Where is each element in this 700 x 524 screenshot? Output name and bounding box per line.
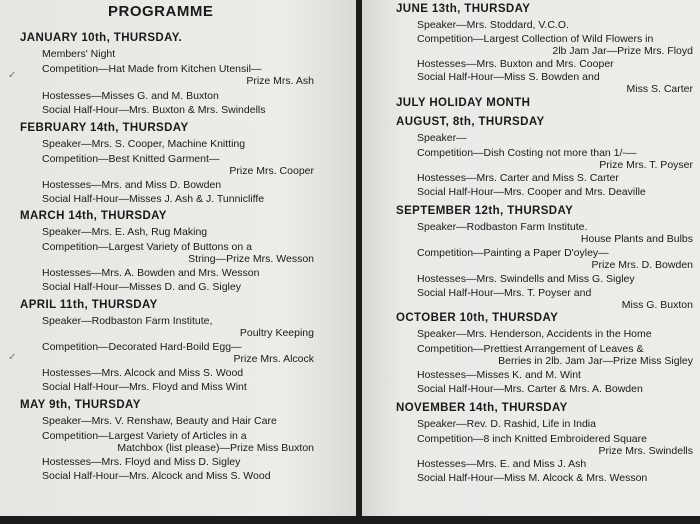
april-speaker-line2: Poultry Keeping: [239, 327, 314, 339]
november-speaker: Speaker—Rev. D. Rashid, Life in India: [417, 418, 596, 430]
september-speaker-line1: Speaker—Rodbaston Farm Institute.: [417, 221, 588, 233]
october-social: Social Half-Hour—Mrs. Carter & Mrs. A. Bowden: [417, 383, 643, 395]
march-heading: MARCH 14th, THURSDAY: [20, 210, 167, 222]
may-heading: MAY 9th, THURSDAY: [20, 399, 141, 411]
pencil-tick-icon: ✓: [8, 352, 17, 363]
february-speaker: Speaker—Mrs. S. Cooper, Machine Knitting: [42, 138, 246, 150]
march-competition-line2: String—Prize Mrs. Wesson: [188, 253, 314, 265]
august-hostesses: Hostesses—Mrs. Carter and Miss S. Carter: [417, 172, 619, 184]
april-competition-line2: Prize Mrs. Alcock: [233, 353, 314, 365]
october-competition: [417, 343, 693, 367]
march-hostesses: Hostesses—Mrs. A. Bowden and Mrs. Wesson: [42, 267, 260, 279]
march-competition-line1: Competition—Largest Variety of Buttons on a: [42, 241, 252, 253]
programme-title: PROGRAMME: [108, 3, 214, 20]
april-speaker-line1: Speaker—Rodbaston Farm Institute,: [42, 315, 213, 327]
november-competition: [417, 433, 693, 457]
september-hostesses: Hostesses—Mrs. Swindells and Miss G. Sigley: [417, 273, 635, 285]
april-heading: APRIL 11th, THURSDAY: [20, 299, 158, 311]
march-social: Social Half-Hour—Misses D. and G. Sigley: [42, 281, 241, 293]
august-competition: [417, 147, 693, 171]
march-competition: [42, 241, 314, 265]
august-competition-line1: Competition—Dish Costing not more than 1/-—: [417, 147, 637, 159]
march-speaker: Speaker—Mrs. E. Ash, Rug Making: [42, 226, 208, 238]
october-competition-line2: Berries in 2lb. Jam Jar—Prize Miss Sigley: [498, 355, 693, 367]
april-speaker: [42, 315, 314, 339]
august-speaker: Speaker—: [417, 132, 467, 144]
november-hostesses: Hostesses—Mrs. E. and Miss J. Ash: [417, 458, 587, 470]
july-heading: JULY HOLIDAY MONTH: [396, 97, 531, 109]
june-competition: [417, 33, 693, 57]
january-competition-line1: Competition—Hat Made from Kitchen Utensil—: [42, 63, 262, 75]
september-speaker-line2: House Plants and Bulbs: [580, 233, 693, 245]
pencil-tick-icon: ✓: [8, 70, 17, 81]
august-heading: AUGUST, 8th, THURSDAY: [396, 116, 545, 128]
september-competition-line1: Competition—Painting a Paper D'oyley—: [417, 247, 609, 259]
january-heading: JANUARY 10th, THURSDAY.: [20, 32, 183, 44]
october-competition-line1: Competition—Prettiest Arrangement of Leaves &: [417, 343, 644, 355]
january-competition-line2: Prize Mrs. Ash: [246, 75, 314, 87]
september-social: [417, 287, 693, 311]
october-hostesses: Hostesses—Misses K. and M. Wint: [417, 369, 581, 381]
august-social: Social Half-Hour—Mrs. Cooper and Mrs. Deaville: [417, 186, 646, 198]
august-competition-line2: Prize Mrs. T. Poyser: [599, 159, 693, 171]
june-hostesses: Hostesses—Mrs. Buxton and Mrs. Cooper: [417, 58, 614, 70]
april-competition: [42, 341, 314, 365]
april-hostesses: Hostesses—Mrs. Alcock and Miss S. Wood: [42, 367, 244, 379]
november-social: Social Half-Hour—Miss M. Alcock & Mrs. Wesson: [417, 472, 648, 484]
june-social-line1: Social Half-Hour—Miss S. Bowden and: [417, 71, 600, 83]
september-heading: SEPTEMBER 12th, THURSDAY: [396, 205, 574, 217]
may-speaker: Speaker—Mrs. V. Renshaw, Beauty and Hair Care: [42, 415, 277, 427]
april-competition-line1: Competition—Decorated Hard-Boild Egg—: [42, 341, 242, 353]
january-members: Members' Night: [42, 48, 116, 60]
april-social: Social Half-Hour—Mrs. Floyd and Miss Wint: [42, 381, 247, 393]
may-competition: [42, 430, 314, 454]
february-competition-line1: Competition—Best Knitted Garment—: [42, 153, 220, 165]
september-social-line2: Miss G. Buxton: [621, 299, 693, 311]
october-speaker: Speaker—Mrs. Henderson, Accidents in the Home: [417, 328, 652, 340]
june-heading: JUNE 13th, THURSDAY: [396, 3, 531, 15]
september-social-line1: Social Half-Hour—Mrs. T. Poyser and: [417, 287, 592, 299]
may-competition-line1: Competition—Largest Variety of Articles in a: [42, 430, 247, 442]
february-hostesses: Hostesses—Mrs. and Miss D. Bowden: [42, 179, 222, 191]
january-social: Social Half-Hour—Mrs. Buxton & Mrs. Swindells: [42, 104, 266, 116]
november-competition-line1: Competition—8 inch Knitted Embroidered Square: [417, 433, 647, 445]
september-speaker: [417, 221, 693, 245]
may-competition-line2: Matchbox (list please)—Prize Miss Buxton: [117, 442, 314, 454]
june-competition-line2: 2lb Jam Jar—Prize Mrs. Floyd: [552, 45, 693, 57]
june-speaker: Speaker—Mrs. Stoddard, V.C.O.: [417, 19, 569, 31]
september-competition: [417, 247, 693, 271]
november-heading: NOVEMBER 14th, THURSDAY: [396, 402, 568, 414]
february-competition: [42, 153, 314, 177]
february-competition-line2: Prize Mrs. Cooper: [229, 165, 314, 177]
june-competition-line1: Competition—Largest Collection of Wild Flowers in: [417, 33, 654, 45]
may-hostesses: Hostesses—Mrs. Floyd and Miss D. Sigley: [42, 456, 241, 468]
right-page: [362, 0, 700, 516]
november-competition-line2: Prize Mrs. Swindells: [598, 445, 693, 457]
october-heading: OCTOBER 10th, THURSDAY: [396, 312, 559, 324]
february-heading: FEBRUARY 14th, THURSDAY: [20, 122, 189, 134]
june-social-line2: Miss S. Carter: [626, 83, 693, 95]
june-social: [417, 71, 693, 95]
february-social: Social Half-Hour—Misses J. Ash & J. Tunnicliffe: [42, 193, 265, 205]
january-competition: [42, 63, 314, 87]
september-competition-line2: Prize Mrs. D. Bowden: [591, 259, 693, 271]
january-hostesses: Hostesses—Misses G. and M. Buxton: [42, 90, 219, 102]
may-social: Social Half-Hour—Mrs. Alcock and Miss S. Wood: [42, 470, 271, 482]
